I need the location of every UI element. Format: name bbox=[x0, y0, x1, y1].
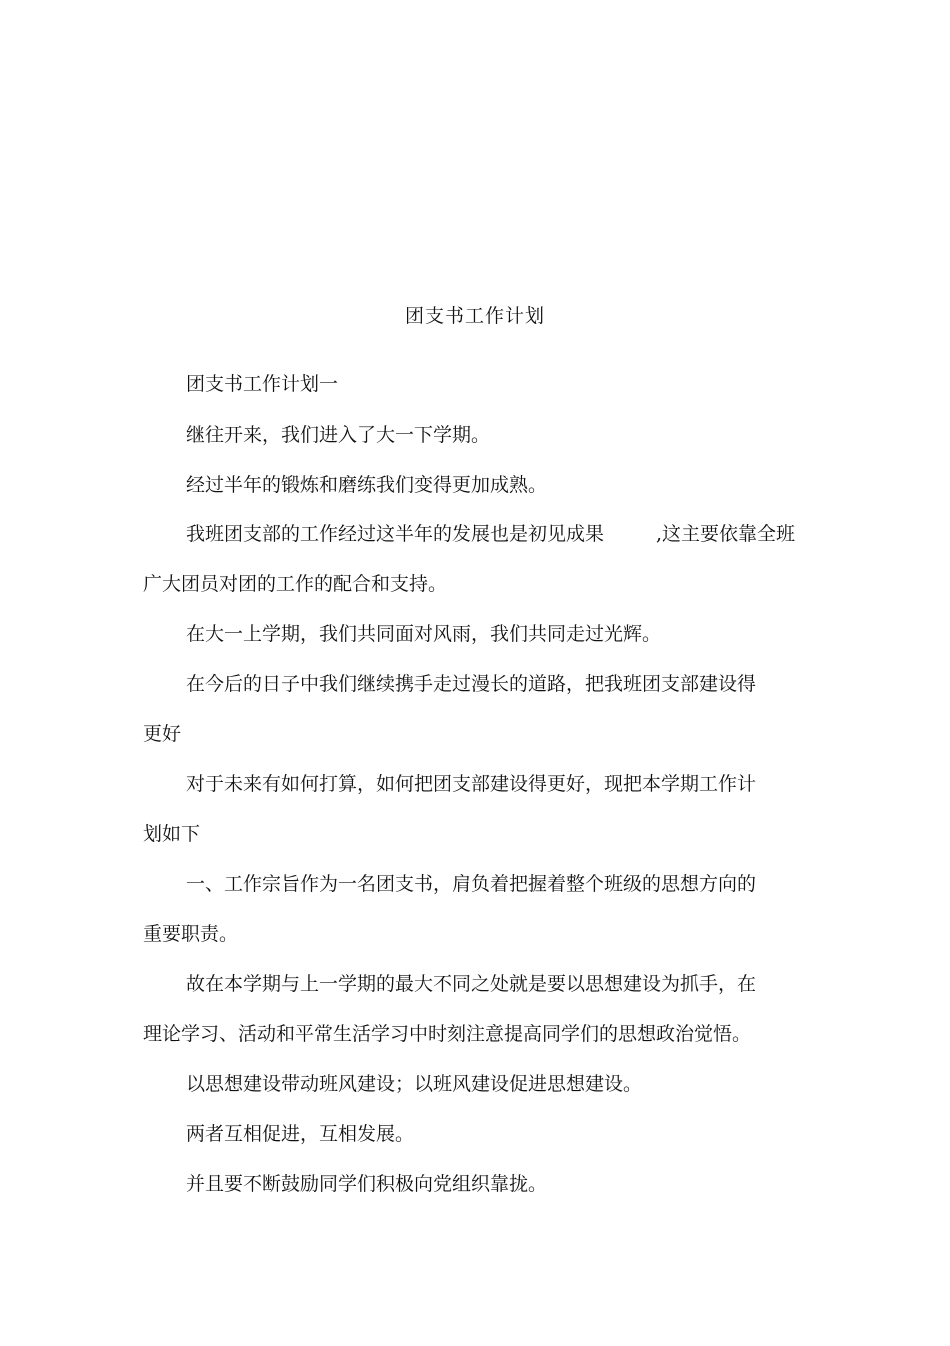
paragraph-line: 并且要不断鼓励同学们积极向党组织靠拢。 bbox=[186, 1173, 548, 1195]
paragraph-line: 在大一上学期，我们共同面对风雨，我们共同走过光辉。 bbox=[186, 623, 662, 645]
paragraph-line-segment: 我班团支部的工作经过这半年的发展也是初见成果 bbox=[186, 523, 605, 545]
paragraph-line: 两者互相促进，互相发展。 bbox=[186, 1123, 415, 1145]
paragraph-line-segment: ,这主要依靠全班 bbox=[656, 523, 796, 545]
paragraph-line: 经过半年的锻炼和磨练我们变得更加成熟。 bbox=[186, 474, 548, 496]
paragraph-line: 以思想建设带动班风建设；以班风建设促进思想建设。 bbox=[186, 1073, 643, 1095]
paragraph-line bbox=[186, 520, 795, 548]
paragraph-line: 团支书工作计划一 bbox=[186, 373, 339, 395]
paragraph-line: 继往开来，我们进入了大一下学期。 bbox=[186, 424, 491, 446]
paragraph-line: 在今后的日子中我们继续携手走过漫长的道路，把我班团支部建设得 bbox=[186, 673, 757, 695]
paragraph-line: 对于未来有如何打算，如何把团支部建设得更好，现把本学期工作计 bbox=[186, 773, 757, 795]
paragraph-line: 故在本学期与上一学期的最大不同之处就是要以思想建设为抓手，在 bbox=[186, 973, 757, 995]
paragraph-line: 理论学习、活动和平常生活学习中时刻注意提高同学们的思想政治觉悟。 bbox=[143, 1023, 752, 1045]
paragraph-line: 重要职责。 bbox=[143, 923, 239, 945]
paragraph-line: 更好 bbox=[143, 723, 182, 745]
document-title: 团支书工作计划 bbox=[404, 305, 545, 327]
paragraph-line: 广大团员对团的工作的配合和支持。 bbox=[143, 573, 448, 595]
paragraph-line: 划如下 bbox=[143, 823, 201, 845]
paragraph-line: 一、工作宗旨作为一名团支书，肩负着把握着整个班级的思想方向的 bbox=[186, 873, 757, 895]
